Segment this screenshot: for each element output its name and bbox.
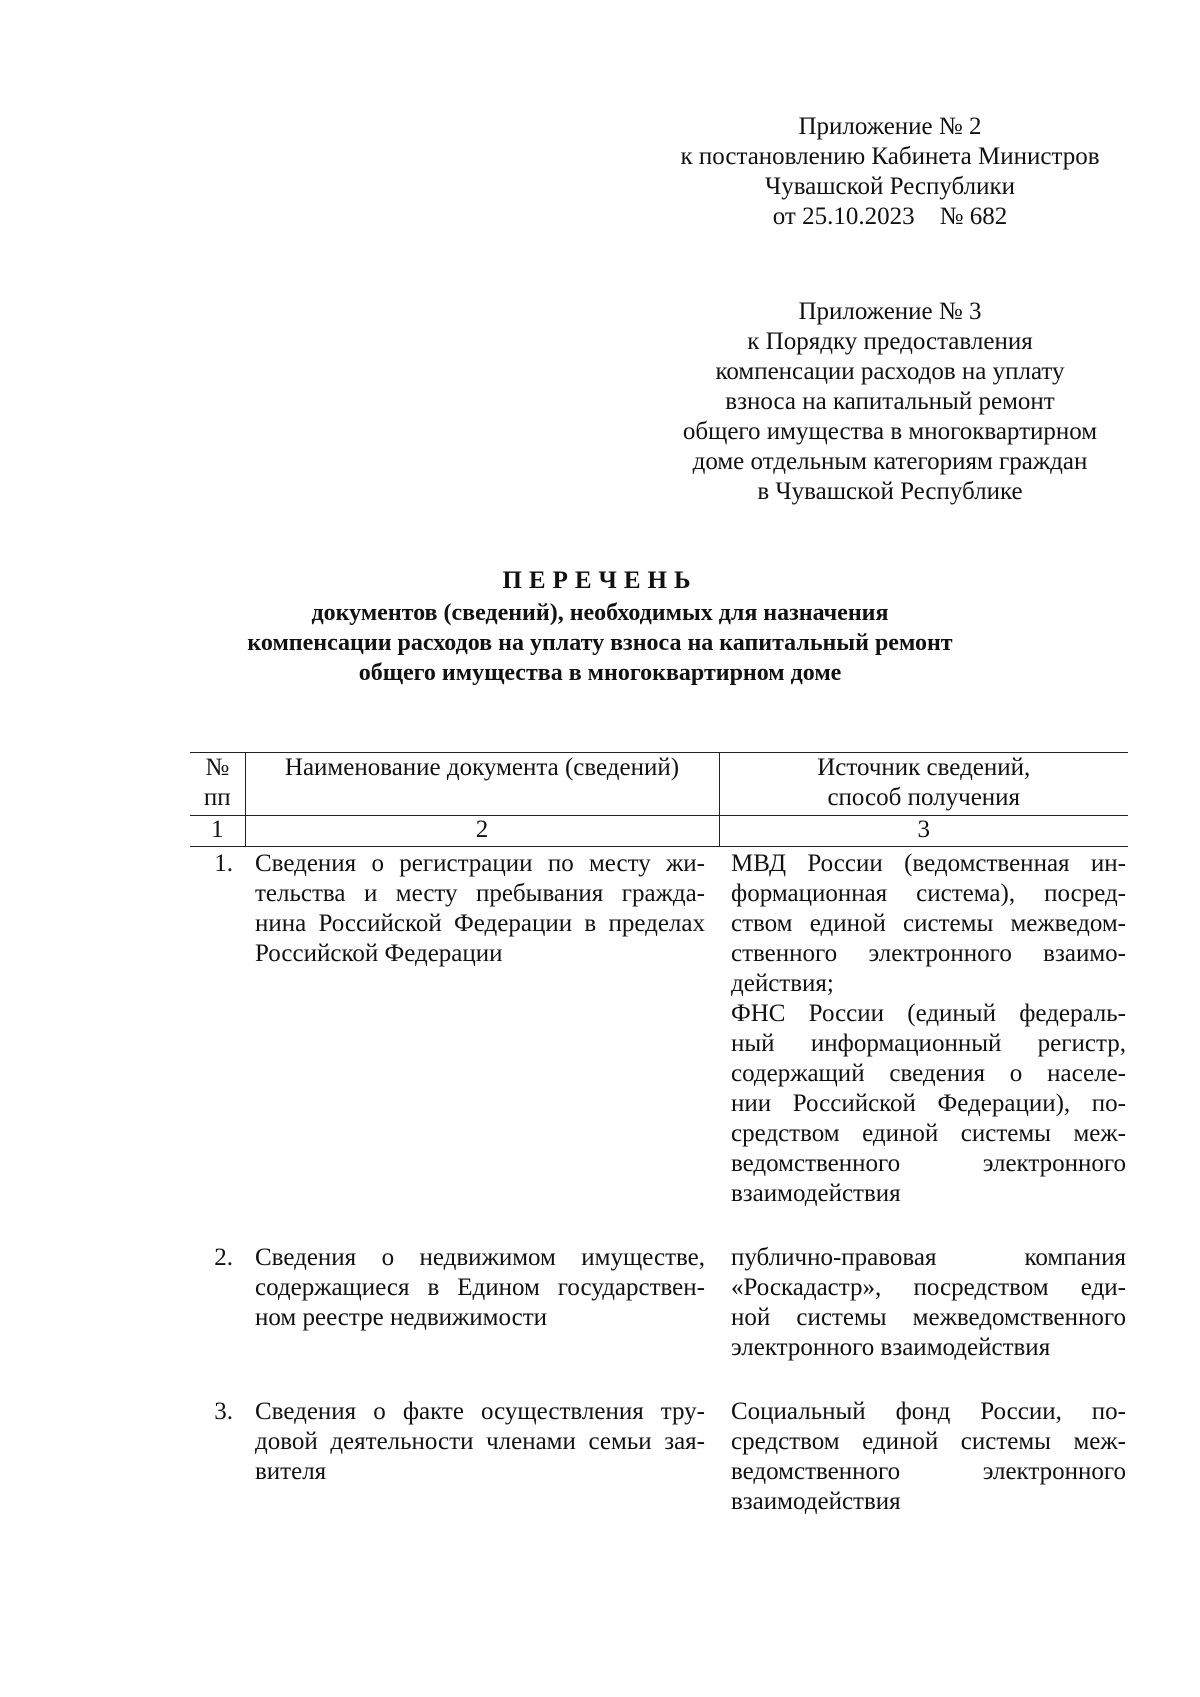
- table-row: [190, 847, 1128, 1210]
- text-line: Социальный фонд России, по-: [731, 1398, 1126, 1425]
- text-line: средством единой системы меж-: [731, 1120, 1126, 1147]
- text-line: Российской Федерации: [255, 940, 503, 967]
- title-subtitle-line: общего имущества в многоквартирном доме: [358, 660, 842, 686]
- annex-3-line: в Чувашской Республике: [757, 478, 1023, 505]
- text-line: Сведения о факте осуществления тру-: [255, 1398, 705, 1425]
- row-spacer: [190, 1363, 1128, 1397]
- annex-2-line: Чувашской Республики: [764, 173, 1016, 200]
- column-number: 3: [719, 816, 1128, 847]
- table-header-row: [190, 753, 1128, 816]
- row-number: 3.: [214, 1398, 233, 1425]
- text-line: вителя: [255, 1458, 327, 1485]
- text-line: довой деятельности членами семьи зая-: [255, 1428, 705, 1455]
- text-line: нина Российской Федерации в пределах: [255, 910, 705, 937]
- text-line: ФНС России (единый федераль-: [731, 1000, 1126, 1027]
- annex-3-line: взноса на капитальный ремонт: [725, 388, 1055, 415]
- row-number: 1.: [214, 850, 233, 877]
- header-source: [719, 753, 1128, 816]
- text-line: «Роскадастр», посредством еди-: [731, 1274, 1126, 1301]
- text-line: средством единой системы меж-: [731, 1428, 1126, 1455]
- annex-3-line: общего имущества в многоквартирном: [682, 418, 1098, 445]
- annex-3-header: [660, 297, 1120, 507]
- row-source: [719, 847, 1128, 1210]
- table-row: [190, 1243, 1128, 1363]
- text-line: Сведения о недвижимом имуществе,: [255, 1244, 705, 1271]
- row-number: 2.: [214, 1244, 233, 1271]
- annex-2-line: Приложение № 2: [798, 113, 982, 140]
- row-document-name: [245, 1397, 719, 1517]
- annex-2-line: от 25.10.2023 № 682: [772, 203, 1008, 230]
- text-line: Сведения о регистрации по месту жи-: [255, 850, 705, 877]
- table-column-numbers-row: [190, 816, 1128, 847]
- annex-3-line: к Порядку предоставления: [747, 328, 1033, 355]
- row-document-name: [245, 847, 719, 1210]
- text-line: действия;: [731, 970, 834, 997]
- header-source-line: способ получения: [827, 784, 1021, 811]
- annex-2-header: [660, 112, 1120, 232]
- row-spacer: [190, 1209, 1128, 1243]
- title-subtitle-line: документов (сведений), необходимых для назначения: [311, 600, 889, 626]
- row-source: [719, 1397, 1128, 1517]
- text-line: ственного электронного взаимо-: [731, 940, 1126, 967]
- header-number-line: пп: [203, 784, 231, 811]
- column-number: 1: [190, 816, 245, 847]
- header-source-line: Источник сведений,: [817, 754, 1031, 781]
- title-subtitle-line: компенсации расходов на уплату взноса на капитальный ремонт: [247, 630, 953, 656]
- text-line: ный информационный регистр,: [731, 1030, 1126, 1057]
- text-line: взаимодействия: [731, 1488, 901, 1515]
- text-line: содержащий сведения о населе-: [731, 1060, 1126, 1087]
- text-line: ством единой системы межведом-: [731, 910, 1126, 937]
- document-title: [100, 566, 1100, 688]
- header-number: [190, 753, 245, 816]
- text-line: формационная система), посред-: [731, 880, 1126, 907]
- column-number: 2: [245, 816, 719, 847]
- annex-2-line: к постановлению Кабинета Министров: [680, 143, 1100, 170]
- text-line: тельства и месту пребывания гражда-: [255, 880, 705, 907]
- text-line: МВД России (ведомственная ин-: [731, 850, 1126, 877]
- table-row: [190, 1397, 1128, 1517]
- text-line: содержащиеся в Едином государствен-: [255, 1274, 705, 1301]
- documents-table: [190, 752, 1128, 1517]
- text-line: ведомственного электронного: [731, 1150, 1126, 1177]
- header-document-name-text: Наименование документа (сведений): [284, 754, 680, 781]
- text-line: ведомственного электронного: [731, 1458, 1126, 1485]
- text-line: взаимодействия: [731, 1180, 901, 1207]
- header-number-line: №: [205, 754, 230, 781]
- text-line: ном реестре недвижимости: [255, 1304, 548, 1331]
- text-line: ной системы межведомственного: [731, 1304, 1126, 1331]
- annex-3-line: Приложение № 3: [798, 298, 982, 325]
- header-document-name: [245, 753, 719, 816]
- title-heading: ПЕРЕЧЕНЬ: [502, 567, 698, 594]
- text-line: электронного взаимодействия: [731, 1334, 1051, 1361]
- text-line: публично-правовая компания: [731, 1244, 1126, 1271]
- row-source: [719, 1243, 1128, 1363]
- annex-3-line: компенсации расходов на уплату: [715, 358, 1065, 385]
- text-line: нии Российской Федерации), по-: [731, 1090, 1126, 1117]
- annex-3-line: доме отдельным категориям граждан: [692, 448, 1088, 475]
- row-document-name: [245, 1243, 719, 1363]
